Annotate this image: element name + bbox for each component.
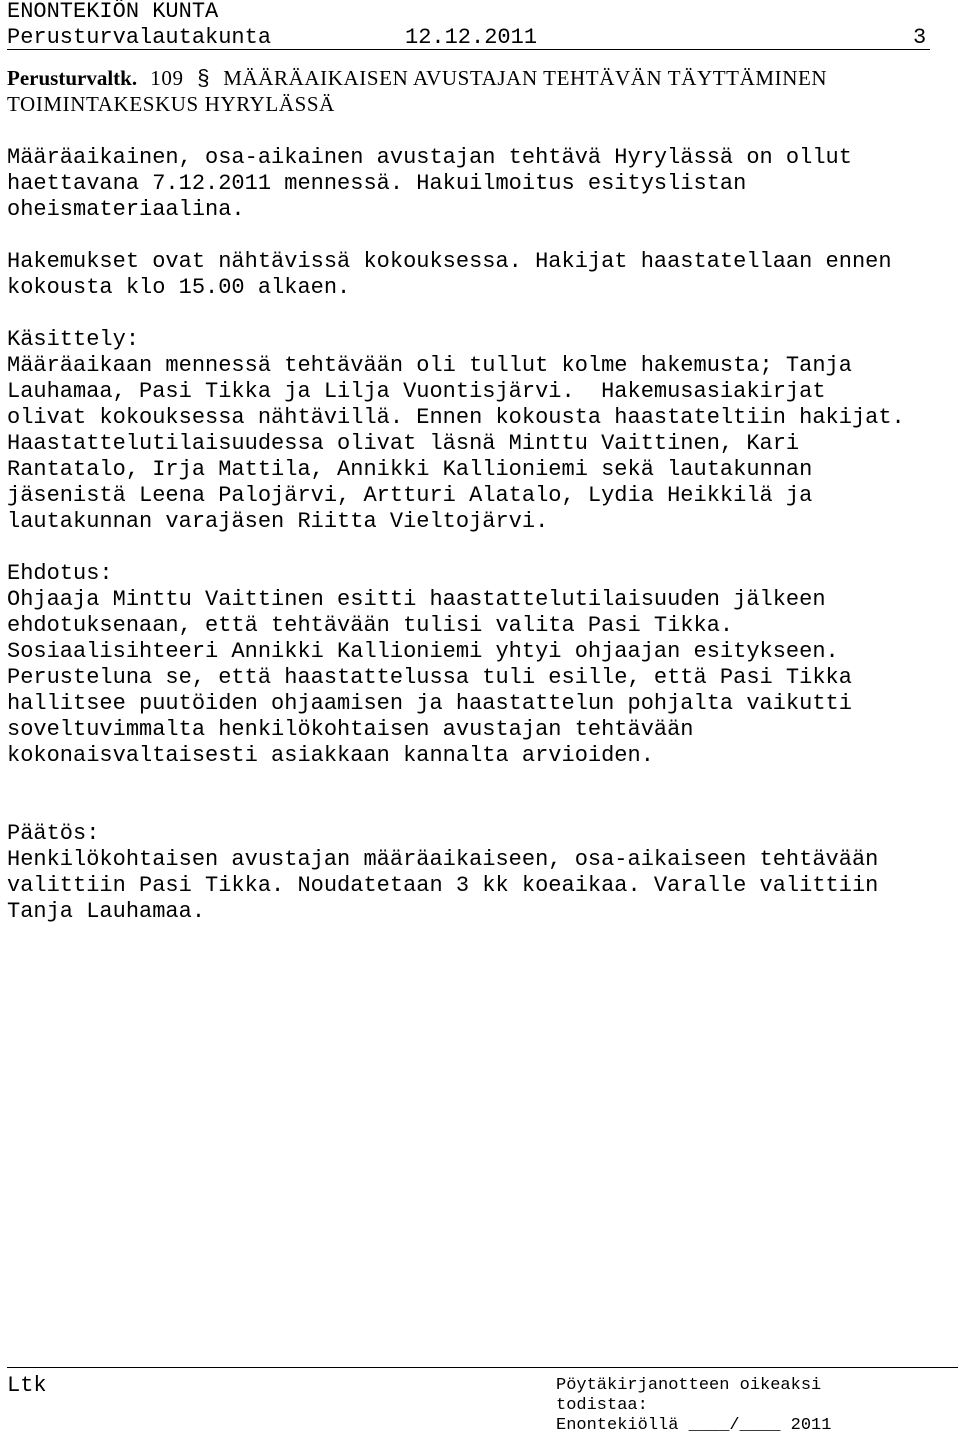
section-title: MÄÄRÄAIKAISEN AVUSTAJAN TEHTÄVÄN TÄYTTÄMINEN — [223, 66, 828, 90]
text-line: kokousta klo 15.00 alkaen. — [7, 275, 351, 300]
text-line: Lauhamaa, Pasi Tikka ja Lilja Vuontisjärvi. Hakemusasiakirjat — [7, 379, 826, 404]
board-name: Perusturvalautakunta — [7, 25, 272, 50]
text-line: Perusteluna se, että haastattelussa tuli esille, että Pasi Tikka — [7, 665, 852, 690]
text-line: Tanja Lauhamaa. — [7, 899, 206, 924]
text-line: Rantatalo, Irja Mattila, Annikki Kallioniemi sekä lautakunnan — [7, 457, 813, 482]
section-number: 109 — [150, 66, 184, 90]
kasittely-section — [7, 327, 905, 535]
intro-paragraph-2 — [7, 249, 892, 301]
header-underline — [7, 49, 930, 50]
footer-ltk: Ltk — [7, 1373, 47, 1398]
kasittely-label: Käsittely: — [7, 327, 140, 352]
org-name: ENONTEKIÖN KUNTA — [7, 0, 219, 24]
text-line: ehdotuksenaan, että tehtävään tulisi valita Pasi Tikka. — [7, 613, 734, 638]
text-line: oheismateriaalina. — [7, 197, 245, 222]
text-line: soveltuvimmalta henkilökohtaisen avustajan tehtävään — [7, 717, 694, 742]
text-line: Henkilökohtaisen avustajan määräaikaiseen, osa-aikaiseen tehtävään — [7, 847, 879, 872]
text-line: Haastattelutilaisuudessa olivat läsnä Minttu Vaittinen, Kari — [7, 431, 800, 456]
section-heading — [7, 65, 827, 93]
text-line: Määräaikaan mennessä tehtävään oli tullut kolme hakemusta; Tanja — [7, 353, 852, 378]
text-line: lautakunnan varajäsen Riitta Vieltojärvi. — [7, 509, 549, 534]
page-number: 3 — [913, 25, 927, 50]
paatos-label: Päätös: — [7, 821, 100, 846]
intro-paragraph — [7, 145, 852, 223]
text-line: Sosiaalisihteeri Annikki Kallioniemi yhtyi ohjaajan esitykseen. — [7, 639, 839, 664]
footer-rule — [7, 1367, 958, 1368]
paragraph-mark: § — [196, 67, 210, 92]
text-line: kokonaisvaltaisesti asiakkaan kannalta arvioiden. — [7, 743, 654, 768]
text-line: olivat kokouksessa nähtävillä. Ennen kokousta haastateltiin hakijat. — [7, 405, 905, 430]
certify-line1: Pöytäkirjanotteen oikeaksi — [556, 1376, 822, 1395]
meeting-date: 12.12.2011 — [405, 25, 538, 50]
text-line: Ohjaaja Minttu Vaittinen esitti haastattelutilaisuuden jälkeen — [7, 587, 826, 612]
ehdotus-section — [7, 561, 852, 769]
section-ref: Perusturvaltk. — [7, 66, 138, 90]
text-line: jäsenistä Leena Palojärvi, Artturi Alatalo, Lydia Heikkilä ja — [7, 483, 813, 508]
certify-line2: todistaa: — [556, 1396, 648, 1415]
text-line: Määräaikainen, osa-aikainen avustajan tehtävä Hyrylässä on ollut — [7, 145, 852, 170]
paatos-section — [7, 821, 878, 925]
text-line: valittiin Pasi Tikka. Noudatetaan 3 kk koeaikaa. Varalle valittiin — [7, 873, 879, 898]
text-line: Hakemukset ovat nähtävissä kokouksessa. Hakijat haastatellaan ennen — [7, 249, 892, 274]
ehdotus-label: Ehdotus: — [7, 561, 113, 586]
section-title-line2: TOIMINTAKESKUS HYRYLÄSSÄ — [7, 92, 335, 116]
place-date: Enontekiöllä ____/____ 2011 — [556, 1416, 832, 1435]
text-line: haettavana 7.12.2011 mennessä. Hakuilmoitus esityslistan — [7, 171, 747, 196]
text-line: hallitsee puutöiden ohjaamisen ja haastattelun pohjalta vaikutti — [7, 691, 852, 716]
